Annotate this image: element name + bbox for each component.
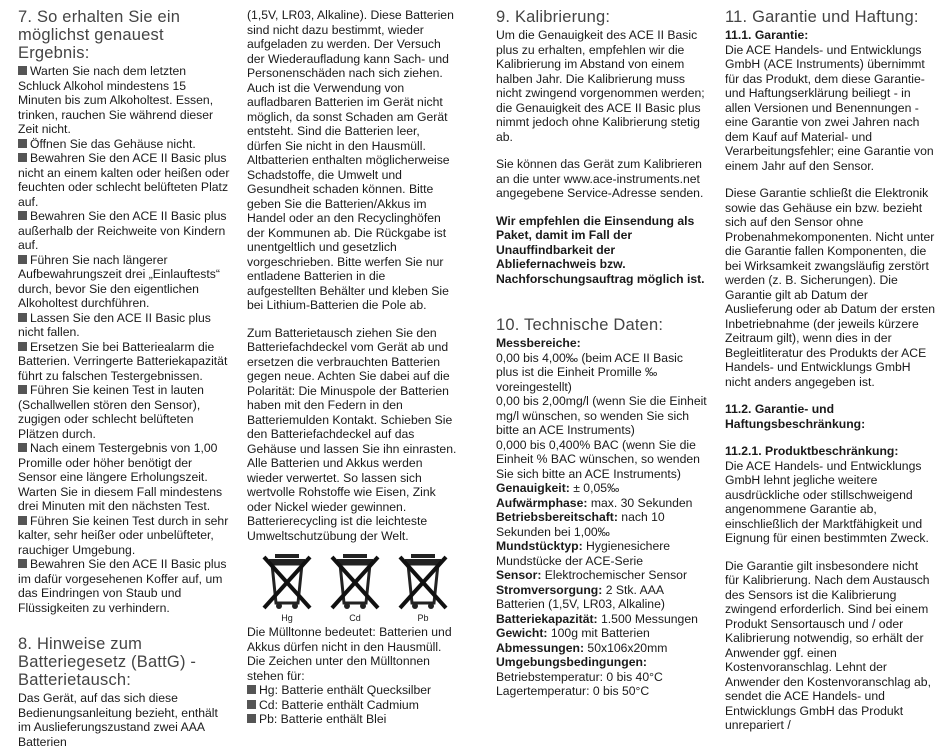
column-4 xyxy=(725,8,935,733)
spec-row: Betriebsbereitschaft: nach 10 Sekunden bei 1,00‰ xyxy=(496,510,665,539)
heading-8: 8. Hinweise zum Batteriegesetz (BattG) - Batterietausch: xyxy=(18,635,197,689)
square-bullet-icon xyxy=(18,559,27,568)
heading-7: 7. So erhalten Sie ein möglichst genauest Ergebnis: xyxy=(18,8,181,62)
bin-label: Cd xyxy=(349,613,361,623)
spec-value: Betriebstemperatur: 0 bis 40°C xyxy=(496,669,663,684)
crossed-bin-hg xyxy=(257,551,317,623)
spec-row: Abmessungen: 50x106x20mm xyxy=(496,640,668,655)
subheading: 11.1. Garantie: xyxy=(725,28,809,42)
spec-label: Messbereiche: xyxy=(496,336,581,350)
subheading: 11.2. Garantie- und Haftungsbeschränkung: xyxy=(725,402,866,431)
spec-row: Aufwärmphase: max. 30 Sekunden xyxy=(496,495,693,510)
paragraph-bold: Wir empfehlen die Einsendung als Paket, damit im Fall der Unauffindbarkeit der Abliefernachweis bzw. Nachforschungsauftrag möglich ist. xyxy=(496,213,705,286)
spec-list xyxy=(496,481,708,655)
crossed-bin-cd xyxy=(325,551,385,623)
square-bullet-icon xyxy=(18,211,27,220)
list-item: Bewahren Sie den ACE II Basic plus außerhalb der Reichweite von Kindern auf. xyxy=(18,209,227,252)
list-item: Bewahren Sie den ACE II Basic plus nicht an einem kalten oder heißen oder feuchten oder schlecht belüfteten Platz auf. xyxy=(18,151,230,209)
list-item: Führen Sie keinen Test in lauten (Schallwellen stören den Sensor), zugigen oder schlecht belüfteten Plätzen durch. xyxy=(18,383,204,441)
list-item: Cd: Batterie enthält Cadmium xyxy=(247,698,457,713)
bin-label: Pb xyxy=(417,613,429,623)
list-item: Führen Sie keinen Test durch in sehr kalter, sehr heißer oder unbelüfteter, rauchiger Umgebung. xyxy=(18,513,229,557)
spec-value: Lagertemperatur: 0 bis 50°C xyxy=(496,684,650,698)
spec-row: Sensor: Elektrochemischer Sensor xyxy=(496,568,688,582)
square-bullet-icon xyxy=(18,342,27,351)
crossed-bin-icon xyxy=(261,551,313,613)
spec-row: Mundstücktyp: Hygienesichere Mundstücke der ACE-Serie xyxy=(496,539,671,568)
square-bullet-icon xyxy=(18,516,27,525)
column-2 xyxy=(247,8,457,727)
spec-value: 0,00 bis 2,00mg/l (wenn Sie die Einheit mg/l wünschen, so wenden Sie sich bitte an ACE Instruments) xyxy=(496,394,707,437)
paragraph: Die ACE Handels- und Entwicklungs GmbH lehnt jegliche weitere ausdrückliche oder stillschweigend angenommene Garantie ab, einschließlich der Marktfähigkeit und Eignung für einen bestimmten Zweck. xyxy=(725,458,929,545)
spec-value: 0,000 bis 0,400% BAC (wenn Sie die Einheit % BAC wünschen, so wenden Sie sich bitte an ACE Instruments) xyxy=(496,437,700,481)
paragraph: Diese Garantie schließt die Elektronik sowie das Gehäuse ein bzw. bezieht sich auf den Sensor ohne Probenahmekomponenten. Nicht unter die Garantie fallen Komponenten, die bei Wirksamkeit zwangsläufig zerstört werden (z. B. Sicherungen). Die Garantie gilt ab Datum der Auslieferung oder ab Datum der ersten Inbetriebnahme (der jeweils kürzere Zeitraum gilt), wenn dies in der Begleitliteratur des Produkts der ACE Handels- und Entwicklungs GmbH nicht anders angegeben ist. xyxy=(725,186,936,389)
heading-9: 9. Kalibrierung: xyxy=(496,8,611,26)
list-item: Ersetzen Sie bei Batteriealarm die Batterien. Verringerte Batteriekapazität führt zu falschen Testergebnissen. xyxy=(18,339,228,383)
heading-10: 10. Technische Daten: xyxy=(496,316,664,334)
spec-row: Stromversorgung: 2 Stk. AAA Batterien (1,5V, LR03, Alkaline) xyxy=(496,582,665,611)
column-1 xyxy=(18,8,230,749)
crossed-bin-icon xyxy=(397,551,449,613)
spec-label: Umgebungsbedingungen: xyxy=(496,655,647,669)
spec-row: Batteriekapazität: 1.500 Messungen xyxy=(496,611,698,626)
list-item: Bewahren Sie den ACE II Basic plus im dafür vorgesehenen Koffer auf, um das Eindringen von Staub und Flüssigkeiten zu verhindern. xyxy=(18,557,227,615)
paragraph: Die Garantie gilt insbesondere nicht für Kalibrierung. Nach dem Austausch des Sensors ist die Kalibrierung zwingend erforderlich. Sind bei einem Produkt Sensortausch und / oder Kalibrierung notwendig, so erhält der Anwender ggf. einen Kostenvoranschlag. Lehnt der Anwender den Kostenvoranschlag ab, sendet die ACE Handels- und Entwicklungs GmbH das Produkt unrepariert / xyxy=(725,558,931,732)
list-item: Nach einem Testergebnis von 1,00 Promille oder höher benötigt der Sensor eine längere Erholungszeit. Warten Sie in diesem Fall mindestens drei Minuten mit den nächsten Test. xyxy=(18,441,223,513)
paragraph: Zum Batterietausch ziehen Sie den Batteriefachdeckel vom Gerät ab und ersetzen die verbrauchten Batterien gegen neue. Achten Sie dabei auf die Polarität: Die Minuspole der Batterien haben mit den Federn in den Batteriemulden Kontakt. Schieben Sie den Batteriefachdeckel auf das Gehäuse und lassen Sie ihn einrasten. Alle Batterien und Akkus werden wieder verwertet. So lassen sich wertvolle Rohstoffe wie Eisen, Zink oder Nickel wieder gewinnen. Batterierecycling ist die leichteste Umweltschutzübung der Welt. xyxy=(247,325,457,543)
paragraph: (1,5V, LR03, Alkaline). Diese Batterien sind nicht dazu bestimmt, wieder aufgeladen zu werden. Der Versuch der Wiederaufladung kann Sach- und Personenschäden nach sich ziehen. Auch ist die Verwendung von aufladbaren Batterien im Gerät nicht möglich, da sonst Schaden am Gerät entsteht. Sind die Batterien leer, dürfen Sie nicht in den Hausmüll. Altbatterien enthalten möglicherweise Schadstoffe, die Umwelt und Gesundheit schaden können. Bitte geben Sie die Batterien/Akkus im Handel oder an den Recyclinghöfen der Kommunen ab. Die Rückgabe ist unentgeltlich und gesetzlich vorgeschrieben. Bitte werfen Sie nur entladene Batterien in die aufgestellten Behälter und kleben Sie bei Lithium-Batterien die Pole ab. xyxy=(247,8,454,312)
subheading: 11.2.1. Produktbeschränkung: xyxy=(725,444,899,458)
spec-row: Genauigkeit: ± 0,05‰ xyxy=(496,481,620,495)
paragraph: Sie können das Gerät zum Kalibrieren an die unter www.ace-instruments.net angegebene Service-Adresse senden. xyxy=(496,157,704,200)
square-bullet-icon xyxy=(18,313,27,322)
list-item: Öffnen Sie das Gehäuse nicht. xyxy=(18,137,230,152)
bin-label: Hg xyxy=(281,613,293,623)
bullet-list-7 xyxy=(18,64,230,615)
waste-bin-symbols xyxy=(257,551,453,623)
crossed-bin-icon xyxy=(329,551,381,613)
square-bullet-icon xyxy=(247,700,256,709)
list-item: Hg: Batterie enthält Quecksilber xyxy=(247,683,457,698)
column-3 xyxy=(496,8,708,699)
paragraph: Das Gerät, auf das sich diese Bedienungsanleitung bezieht, enthält im Auslieferungszustand zwei AAA Batterien xyxy=(18,691,218,749)
square-bullet-icon xyxy=(18,139,27,148)
square-bullet-icon xyxy=(18,443,27,452)
list-item: Warten Sie nach dem letzten Schluck Alkohol mindestens 15 Minuten bis zum Alkoholtest. Essen, trinken, rauchen Sie während dieser Zeit nicht. xyxy=(18,64,214,136)
crossed-bin-pb xyxy=(393,551,453,623)
heading-11: 11. Garantie und Haftung: xyxy=(725,8,919,26)
paragraph: Die ACE Handels- und Entwicklungs GmbH (ACE Instruments) übernimmt für das Produkt, dem diese Garantie- und Haftungserklärung beiliegt - in allen Versionen und Benennungen - eine Garantie von zwei Jahren nach dem Kauf auf Material- und Verarbeitungsfehler; eine Garantie von einem Jahr auf den Sensor. xyxy=(725,42,934,173)
square-bullet-icon xyxy=(18,255,27,264)
square-bullet-icon xyxy=(18,153,27,162)
square-bullet-icon xyxy=(18,66,27,75)
spec-value: 0,00 bis 4,00‰ (beim ACE II Basic plus ist die Einheit Promille ‰ voreingestellt) xyxy=(496,350,683,394)
list-item: Führen Sie nach längerer Aufbewahrungszeit drei „Einlauftests“ durch, bevor Sie den eigentlichen Alkoholtest durchführen. xyxy=(18,252,220,310)
list-item: Pb: Batterie enthält Blei xyxy=(247,712,457,727)
paragraph: Um die Genauigkeit des ACE II Basic plus zu erhalten, empfehlen wir die Kalibrierung im Abstand von einem halben Jahr. Die Kalibrierung muss nicht zwingend vorgenommen werden; die Genauigkeit des ACE II Basic plus nimmt jedoch ohne Kalibrierung stetig ab. xyxy=(496,28,705,144)
paragraph: Die Mülltonne bedeutet: Batterien und Akkus dürfen nicht in den Hausmüll. Die Zeichen unter den Mülltonnen stehen für: xyxy=(247,625,452,683)
square-bullet-icon xyxy=(247,714,256,723)
square-bullet-icon xyxy=(247,685,256,694)
square-bullet-icon xyxy=(18,385,27,394)
list-item: Lassen Sie den ACE II Basic plus nicht fallen. xyxy=(18,310,211,339)
spec-row: Gewicht: 100g mit Batterien xyxy=(496,626,650,640)
